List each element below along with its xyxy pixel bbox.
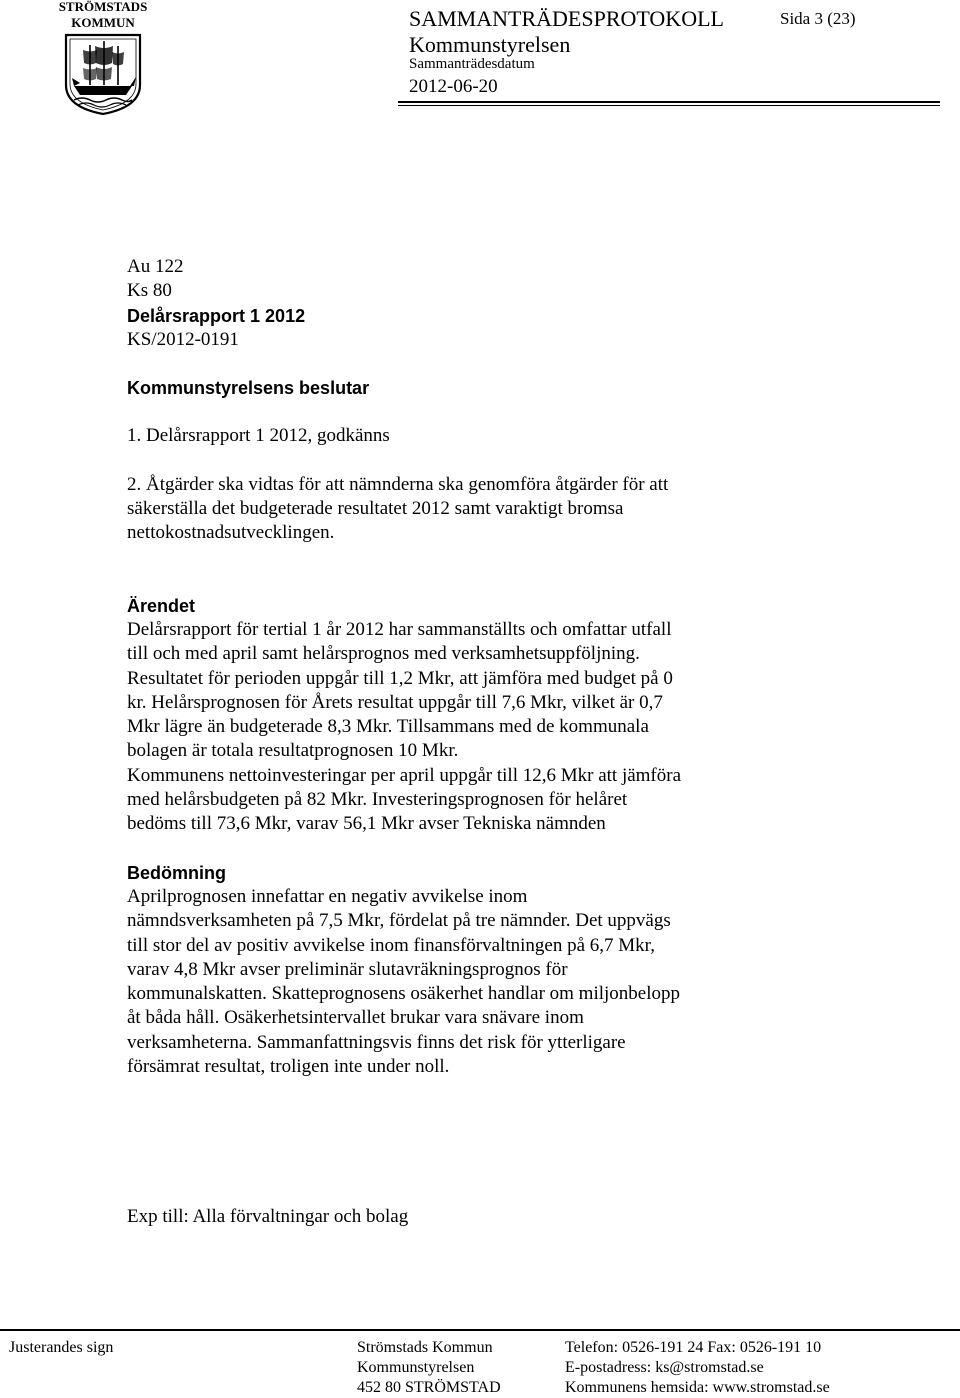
- case-reference: KS/2012-0191: [127, 328, 239, 350]
- text-line: åt båda håll. Osäkerhetsintervallet brukar vara snävare inom: [127, 1007, 584, 1029]
- text-line: kr. Helårsprognosen för Årets resultat uppgår till 7,6 Mkr, vilket är 0,7: [127, 691, 663, 713]
- text-line: bolagen är totala resultatprognosen 10 Mkr.: [127, 740, 459, 762]
- text-line: kommunalskatten. Skatteprognosens osäkerhet handlar om miljonbelopp: [127, 983, 681, 1005]
- page-number: Sida 3 (23): [780, 9, 856, 28]
- footer-email-row: [565, 1358, 830, 1378]
- footer-contact: [565, 1338, 830, 1398]
- text-line: Delårsrapport för tertial 1 år 2012 har sammanställts och omfattar utfall: [127, 618, 672, 640]
- text-line: försämrat resultat, troligen inte under noll.: [127, 1056, 450, 1078]
- text-line: säkerställa det budgeterade resultatet 2012 samt varaktigt bromsa: [127, 498, 624, 520]
- text-line: bedöms till 73,6 Mkr, varav 56,1 Mkr avser Tekniska nämnden: [127, 813, 606, 835]
- distribution-note: Exp till: Alla förvaltningar och bolag: [127, 1206, 409, 1227]
- bedomning-heading: Bedömning: [127, 862, 226, 883]
- footer-phone: Telefon: 0526-191 24 Fax: 0526-191 10: [565, 1339, 822, 1356]
- ship-crest-icon: [64, 33, 142, 115]
- text-line: verksamheterna. Sammanfattningsvis finns det risk för ytterligare: [127, 1031, 626, 1053]
- municipality-logo: [46, 0, 160, 118]
- text-line: 2. Åtgärder ska vidtas för att nämnderna ska genomföra åtgärder för att: [127, 473, 669, 495]
- arendet-body: [127, 618, 827, 837]
- footer-divider: [0, 1329, 960, 1331]
- text-line: nämndsverksamheten på 7,5 Mkr, fördelat på tre nämnder. Det uppvägs: [127, 910, 671, 932]
- footer-org: Strömstads Kommun: [357, 1339, 493, 1356]
- ks-number: Ks 80: [127, 280, 172, 302]
- website-label: Kommunens hemsida:: [565, 1379, 713, 1396]
- footer-address: [357, 1338, 501, 1398]
- decision-heading: Kommunstyrelsens beslutar: [127, 378, 370, 399]
- case-title: Delårsrapport 1 2012: [127, 305, 306, 326]
- text-line: nettokostnadsutvecklingen.: [127, 522, 335, 544]
- text-line: Aprilprognosen innefattar en negativ avvikelse inom: [127, 885, 528, 907]
- au-number: Au 122: [127, 256, 184, 277]
- footer-web-row: [565, 1378, 830, 1398]
- decision-item-1: 1. Delårsrapport 1 2012, godkänns: [127, 425, 390, 447]
- document-body: [127, 255, 827, 1079]
- header-divider: [398, 101, 940, 103]
- email-link[interactable]: ks@stromstad.se: [655, 1359, 764, 1376]
- protocol-title: SAMMANTRÄDESPROTOKOLL: [409, 6, 724, 31]
- footer-dept: Kommunstyrelsen: [357, 1359, 475, 1376]
- text-line: till stor del av positiv avvikelse inom finansförvaltningen på 6,7 Mkr,: [127, 934, 655, 956]
- text-line: Resultatet för perioden uppgår till 1,2 Mkr, att jämföra med budget på 0: [127, 667, 673, 689]
- text-line: varav 4,8 Mkr avser preliminär slutavräkningsprognos för: [127, 958, 568, 980]
- text-line: Mkr lägre än budgeterade 8,3 Mkr. Tillsammans med de kommunala: [127, 716, 649, 738]
- header-divider-thin: [398, 105, 940, 106]
- decision-item-2: [127, 473, 827, 546]
- email-label: E-postadress:: [565, 1359, 656, 1376]
- arendet-heading: Ärendet: [127, 595, 196, 616]
- footer-postal: 452 80 STRÖMSTAD: [357, 1379, 501, 1396]
- text-line: till och med april samt helårsprognos med verksamhetsuppföljning.: [127, 643, 640, 665]
- website-link[interactable]: www.stromstad.se: [712, 1379, 830, 1396]
- text-line: med helårsbudgeten på 82 Mkr. Investeringsprognosen för helåret: [127, 789, 628, 811]
- text-line: Kommunens nettoinvesteringar per april uppgår till 12,6 Mkr att jämföra: [127, 764, 682, 786]
- bedomning-body: [127, 885, 827, 1079]
- meeting-date-label: Sammanträdesdatum: [409, 56, 535, 72]
- logo-name-line1: STRÖMSTADS: [58, 0, 148, 14]
- signature-label: Justerandes sign: [9, 1339, 114, 1356]
- logo-name-line2: KOMMUN: [71, 15, 135, 30]
- meeting-date: 2012-06-20: [409, 76, 498, 97]
- organ-name: Kommunstyrelsen: [409, 32, 571, 57]
